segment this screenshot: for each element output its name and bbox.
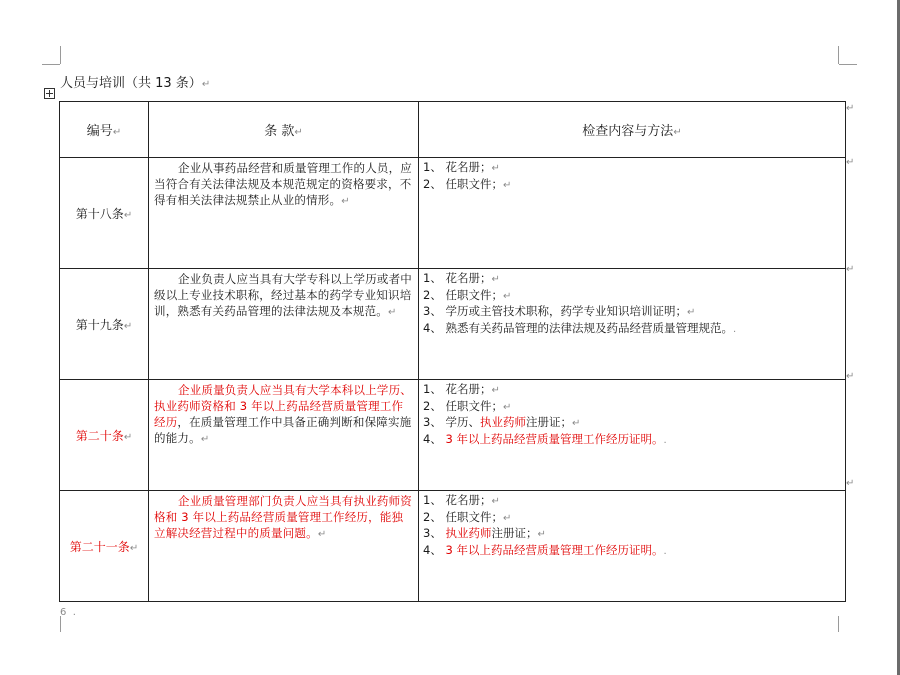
paragraph-mark-icon: ↵ <box>112 127 122 138</box>
crop-mark <box>60 616 61 632</box>
crop-mark <box>838 46 839 64</box>
article-number: 第二十一条↵ <box>60 491 149 602</box>
crop-mark <box>839 64 857 65</box>
check-item: 2、 任职文件；↵ <box>423 176 512 191</box>
check-item: 2、 任职文件；↵ <box>423 287 512 302</box>
check-item: 3、 学历或主管技术职称，药学专业知识培训证明；↵ <box>423 304 696 318</box>
check-list <box>419 158 846 269</box>
check-item: 2、 任职文件；↵ <box>423 398 512 413</box>
crop-mark <box>838 616 839 632</box>
row-end-mark-icon: ↵ <box>846 478 855 489</box>
header-clause: 条 款↵ <box>149 102 419 158</box>
section-heading <box>60 72 210 91</box>
check-item: 1、 花名册；↵ <box>423 160 500 174</box>
check-item: 4、 熟悉有关药品管理的法律法规及药品经营质量管理规范。. <box>423 320 737 335</box>
article-number: 第十九条↵ <box>60 269 149 380</box>
crop-mark <box>42 64 60 65</box>
table-row <box>60 491 846 602</box>
row-end-mark-icon: ↵ <box>846 157 855 168</box>
article-number: 第二十条↵ <box>60 380 149 491</box>
check-item: 3、 执业药师注册证；↵ <box>423 526 546 540</box>
check-item: 1、 花名册；↵ <box>423 493 500 507</box>
paragraph-mark-icon: ↵ <box>294 127 303 138</box>
table-header-row <box>60 102 846 158</box>
clause-text: 企业质量负责人应当具有大学本科以上学历、执业药师资格和 3 年以上药品经营质量管理工作经历，在质量管理工作中具备正确判断和保障实施的能力。↵ <box>149 380 419 491</box>
check-list <box>419 491 846 602</box>
table-move-handle-icon[interactable] <box>44 88 55 99</box>
article-number: 第十八条↵ <box>60 158 149 269</box>
table-row <box>60 269 846 380</box>
row-end-mark-icon: ↵ <box>846 103 855 114</box>
table-row <box>60 158 846 269</box>
check-item: 1、 花名册；↵ <box>423 271 500 285</box>
row-end-mark-icon: ↵ <box>846 371 855 382</box>
check-item: 2、 任职文件；↵ <box>423 509 512 524</box>
paragraph-mark-icon: ↵ <box>201 79 211 90</box>
check-list <box>419 269 846 380</box>
check-item: 4、 3 年以上药品经营质量管理工作经历证明。. <box>423 542 667 557</box>
clause-text: 企业负责人应当具有大学专科以上学历或者中级以上专业技术职称，经过基本的药学专业知识培训，熟悉有关药品管理的法律法规及本规范。↵ <box>149 269 419 380</box>
clause-text: 企业从事药品经营和质量管理工作的人员，应当符合有关法律法规及本规范规定的资格要求，不得有相关法律法规禁止从业的情形。↵ <box>149 158 419 269</box>
check-item: 3、 学历、执业药师注册证；↵ <box>423 415 581 429</box>
inspection-table <box>59 101 846 602</box>
check-item: 1、 花名册；↵ <box>423 382 500 396</box>
paragraph-mark-icon: ↵ <box>673 127 682 138</box>
check-item: 4、 3 年以上药品经营质量管理工作经历证明。. <box>423 431 667 446</box>
row-end-mark-icon: ↵ <box>846 264 855 275</box>
table-row <box>60 380 846 491</box>
check-list <box>419 380 846 491</box>
header-checks: 检查内容与方法↵ <box>419 102 846 158</box>
crop-mark <box>60 46 61 64</box>
page-number: 6 . <box>60 607 76 618</box>
heading-text: 人员与培训（共 13 条） <box>60 76 202 91</box>
header-number: 编号↵ <box>60 102 149 158</box>
clause-text: 企业质量管理部门负责人应当具有执业药师资格和 3 年以上药品经营质量管理工作经历，能独立解决经营过程中的质量问题。↵ <box>149 491 419 602</box>
